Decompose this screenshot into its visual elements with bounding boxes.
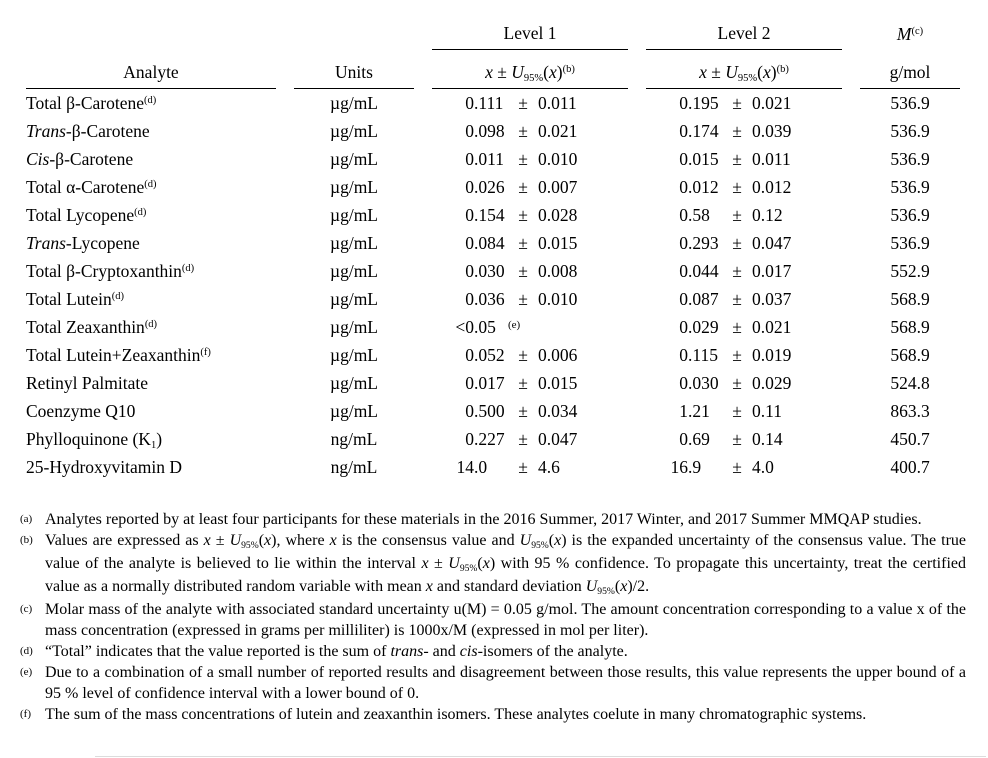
level1-value: [432, 173, 628, 201]
x-fraction: .036: [474, 288, 505, 309]
footnote-e: [20, 662, 966, 704]
units-value: µg/mL: [330, 120, 378, 141]
level2-value: [646, 425, 842, 453]
units-value: µg/mL: [330, 316, 378, 337]
level1-value: [432, 341, 628, 369]
level2-value: [646, 229, 842, 257]
level2-value: [646, 257, 842, 285]
analyte-name: Coenzyme Q10: [26, 400, 136, 421]
molar-mass-value: 536.9: [890, 120, 930, 141]
x-fraction: .227: [474, 428, 505, 449]
uncertainty-value: 4.6: [538, 456, 560, 477]
molar-mass-value: 536.9: [890, 232, 930, 253]
level2-formula-header: $x \pm U95\%(x)^{(b)}$: [646, 50, 842, 89]
x-fraction: .293: [688, 232, 719, 253]
uncertainty-value: 0.021: [752, 92, 792, 113]
x-fraction: .052: [474, 344, 505, 365]
units-header: Units: [294, 50, 414, 89]
level1-value: [432, 89, 628, 117]
analyte-name: Total Lycopene$^{(d)}$: [26, 204, 147, 225]
plus-minus-sign: ±: [732, 204, 742, 225]
uncertainty-value: 0.039: [752, 120, 792, 141]
units-value: µg/mL: [330, 176, 378, 197]
x-value: 0: [465, 260, 474, 281]
footnote-d: [20, 641, 966, 662]
level1-value: [432, 145, 628, 173]
scan-artifact-line: [95, 756, 986, 757]
x-fraction: .012: [688, 176, 719, 197]
uncertainty-value: 0.011: [752, 148, 791, 169]
x-fraction: .9: [688, 456, 702, 477]
x-value: 0: [465, 288, 474, 309]
x-value: 0: [465, 176, 474, 197]
x-value: 0: [679, 232, 688, 253]
value-footnote-marker: (e): [508, 318, 521, 331]
x-fraction: .154: [474, 204, 505, 225]
x-value: 1: [679, 400, 688, 421]
x-value: 0: [465, 92, 474, 113]
x-fraction: .0: [474, 456, 488, 477]
table-row: [26, 117, 960, 145]
level1-value: [432, 229, 628, 257]
uncertainty-value: 0.011: [538, 92, 577, 113]
plus-minus-sign: ±: [518, 232, 528, 253]
x-value: 0: [679, 344, 688, 365]
x-value: 16: [670, 456, 688, 477]
level1-value: [432, 453, 628, 481]
plus-minus-sign: ±: [518, 92, 528, 113]
x-value: 0: [465, 120, 474, 141]
footnote-text: “Total” indicates that the value reported is the sum of trans- and cis-isomers of the analyte.: [45, 643, 628, 660]
level2-value: [646, 313, 842, 341]
x-value: 0: [679, 120, 688, 141]
x-fraction: .115: [688, 344, 718, 365]
table-row: [26, 89, 960, 117]
uncertainty-value: 0.012: [752, 176, 792, 197]
uncertainty-value: 4.0: [752, 456, 774, 477]
header-spacer: [294, 12, 414, 50]
plus-minus-sign: ±: [732, 344, 742, 365]
uncertainty-value: 0.029: [752, 372, 792, 393]
molar-mass-value: 524.8: [890, 372, 930, 393]
x-value: 14: [456, 456, 474, 477]
x-fraction: .026: [474, 176, 505, 197]
molar-mass-value: 400.7: [890, 456, 930, 477]
plus-minus-sign: ±: [732, 316, 742, 337]
x-value: 0: [679, 316, 688, 337]
analyte-name: Total Lutein$^{(d)}$: [26, 288, 125, 309]
table-row: [26, 257, 960, 285]
units-value: µg/mL: [330, 288, 378, 309]
plus-minus-sign: ±: [732, 372, 742, 393]
table-row: [26, 397, 960, 425]
level2-value: [646, 285, 842, 313]
x-fraction: .087: [688, 288, 719, 309]
x-value: 0: [679, 204, 688, 225]
footnote-label: (d): [20, 645, 33, 657]
x-value: 0: [679, 148, 688, 169]
table-row: [26, 425, 960, 453]
molar-mass-value: 536.9: [890, 92, 930, 113]
plus-minus-sign: ±: [732, 260, 742, 281]
units-value: µg/mL: [330, 232, 378, 253]
level2-value: [646, 173, 842, 201]
uncertainty-value: 0.11: [752, 400, 782, 421]
uncertainty-value: 0.034: [538, 400, 578, 421]
x-fraction: .029: [688, 316, 719, 337]
uncertainty-value: 0.010: [538, 288, 578, 309]
level2-value: [646, 453, 842, 481]
level2-value: [646, 341, 842, 369]
footnote-text: Molar mass of the analyte with associated standard uncertainty u(M) = 0.05 g/mol. The amount concentration corresponding to a value x of the mass concentration (expressed in grams per milliliter) is 1000x/M (expressed in mol per liter).: [45, 601, 966, 639]
footnote-label: (a): [20, 513, 33, 525]
level1-value: [432, 285, 628, 313]
analyte-name: Retinyl Palmitate: [26, 372, 148, 393]
x-fraction: .195: [688, 92, 719, 113]
header-spacer: [26, 12, 276, 50]
x-value: 0: [465, 344, 474, 365]
table-row: [26, 173, 960, 201]
x-fraction: .030: [474, 260, 505, 281]
x-fraction: .174: [688, 120, 719, 141]
x-fraction: .017: [474, 372, 505, 393]
footnotes-section: [20, 509, 966, 725]
analyte-name: Total Zeaxanthin$^{(d)}$: [26, 316, 158, 337]
level1-value: [432, 257, 628, 285]
uncertainty-value: 0.008: [538, 260, 578, 281]
molar-mass-header: $M^{(c)}$: [896, 24, 924, 44]
x-fraction: .111: [474, 92, 504, 113]
analyte-name: Trans-Lycopene: [26, 232, 140, 253]
x-value: 0: [679, 176, 688, 197]
uncertainty-value: 0.019: [752, 344, 792, 365]
units-value: µg/mL: [330, 372, 378, 393]
uncertainty-value: 0.015: [538, 372, 578, 393]
molar-mass-value: 568.9: [890, 316, 930, 337]
level2-value: [646, 117, 842, 145]
footnote-text: Analytes reported by at least four participants for these materials in the 2016 Summer, 2017 Winter, and 2017 Summer MMQAP studies.: [45, 511, 922, 528]
x-fraction: .084: [474, 232, 505, 253]
units-value: µg/mL: [330, 92, 378, 113]
plus-minus-sign: ±: [732, 120, 742, 141]
uncertainty-value: 0.021: [752, 316, 792, 337]
level1-value: [432, 397, 628, 425]
footnote-label: (f): [20, 708, 31, 720]
level2-value: [646, 369, 842, 397]
plus-minus-sign: ±: [732, 92, 742, 113]
level1-value: [432, 313, 628, 341]
header-row-labels: [26, 50, 960, 89]
x-fraction: .69: [688, 428, 710, 449]
analyte-header: Analyte: [26, 50, 276, 89]
plus-minus-sign: ±: [732, 148, 742, 169]
plus-minus-sign: ±: [518, 204, 528, 225]
uncertainty-value: 0.010: [538, 148, 578, 169]
x-value: 0: [465, 400, 474, 421]
analyte-name: Total β-Carotene$^{(d)}$: [26, 92, 157, 113]
uncertainty-value: 0.047: [538, 428, 578, 449]
x-fraction: .011: [474, 148, 504, 169]
molar-mass-value: 568.9: [890, 344, 930, 365]
molar-mass-value: 863.3: [890, 400, 930, 421]
units-value: µg/mL: [330, 204, 378, 225]
plus-minus-sign: ±: [518, 344, 528, 365]
table-row: [26, 369, 960, 397]
x-fraction: .098: [474, 120, 505, 141]
molar-mass-units-header: g/mol: [860, 50, 960, 89]
analyte-name: Cis-β-Carotene: [26, 148, 134, 169]
plus-minus-sign: ±: [732, 428, 742, 449]
molar-mass-value: 568.9: [890, 288, 930, 309]
table-row: [26, 285, 960, 313]
level2-header: Level 2: [646, 12, 842, 50]
units-value: µg/mL: [330, 400, 378, 421]
level2-value: [646, 201, 842, 229]
x-value: 0: [465, 372, 474, 393]
header-row-levels: [26, 12, 960, 50]
molar-mass-value: 552.9: [890, 260, 930, 281]
plus-minus-sign: ±: [518, 456, 528, 477]
plus-minus-sign: ±: [518, 148, 528, 169]
uncertainty-value: 0.028: [538, 204, 578, 225]
level1-value: [432, 369, 628, 397]
x-fraction: .500: [474, 400, 505, 421]
level1-value: [432, 425, 628, 453]
plus-minus-sign: ±: [518, 428, 528, 449]
table-row: [26, 201, 960, 229]
plus-minus-sign: ±: [732, 232, 742, 253]
uncertainty-value: 0.007: [538, 176, 578, 197]
uncertainty-value: 0.017: [752, 260, 792, 281]
analyte-name: Total β-Cryptoxanthin$^{(d)}$: [26, 260, 195, 281]
molar-mass-value: 536.9: [890, 176, 930, 197]
table-row: [26, 313, 960, 341]
analyte-name: Phylloquinone (K1): [26, 428, 163, 451]
level1-formula-header: $x \pm U95\%(x)^{(b)}$: [432, 50, 628, 89]
footnote-label: (e): [20, 666, 33, 678]
plus-minus-sign: ±: [732, 400, 742, 421]
plus-minus-sign: ±: [518, 260, 528, 281]
molar-mass-value: 536.9: [890, 204, 930, 225]
level1-header: Level 1: [432, 12, 628, 50]
units-value: ng/mL: [330, 456, 378, 477]
uncertainty-value: 0.021: [538, 120, 578, 141]
footnote-a: [20, 509, 966, 530]
x-fraction: .05: [474, 316, 496, 337]
x-value: 0: [465, 428, 474, 449]
plus-minus-sign: ±: [518, 372, 528, 393]
footnote-c: [20, 599, 966, 641]
x-fraction: .044: [688, 260, 719, 281]
x-fraction: .015: [688, 148, 719, 169]
footnote-text: The sum of the mass concentrations of lutein and zeaxanthin isomers. These analytes coelute in many chromatographic systems.: [45, 706, 867, 723]
plus-minus-sign: ±: [732, 176, 742, 197]
analyte-name: Total Lutein+Zeaxanthin$^{(f)}$: [26, 344, 211, 365]
level1-value: [432, 201, 628, 229]
footnote-b: [20, 530, 966, 599]
footnote-label: (c): [20, 603, 33, 615]
table-row: [26, 145, 960, 173]
x-value: <0: [455, 316, 474, 337]
plus-minus-sign: ±: [518, 400, 528, 421]
level2-value: [646, 397, 842, 425]
molar-mass-value: 536.9: [890, 148, 930, 169]
footnote-label: (b): [20, 534, 33, 546]
x-value: 0: [679, 428, 688, 449]
x-value: 0: [679, 92, 688, 113]
units-value: µg/mL: [330, 148, 378, 169]
analyte-name: Total α-Carotene$^{(d)}$: [26, 176, 157, 197]
footnote-text: Due to a combination of a small number of reported results and disagreement between those results, this value represents the upper bound of a 95 % level of confidence interval with a lower bound of 0.: [45, 664, 966, 702]
x-fraction: .030: [688, 372, 719, 393]
level2-value: [646, 89, 842, 117]
level2-value: [646, 145, 842, 173]
table-row: [26, 229, 960, 257]
x-value: 0: [679, 372, 688, 393]
analyte-name: 25-Hydroxyvitamin D: [26, 456, 183, 477]
analyte-name: Trans-β-Carotene: [26, 120, 150, 141]
footnote-text: Values are expressed as x ± U95%(x), where x is the consensus value and U95%(x) is the expanded uncertainty of the consensus value. The true value of the analyte is believed to lie within the interval x ± U95%(x) with 95 % confidence. To propagate this uncertainty, treat the certified value as a normally distributed random variable with mean x and standard deviation U95%(x)/2.: [45, 532, 967, 597]
plus-minus-sign: ±: [518, 288, 528, 309]
uncertainty-value: 0.037: [752, 288, 792, 309]
uncertainty-value: 0.12: [752, 204, 783, 225]
units-value: µg/mL: [330, 260, 378, 281]
x-value: 0: [465, 204, 474, 225]
x-value: 0: [679, 260, 688, 281]
x-fraction: .58: [688, 204, 710, 225]
molar-mass-value: 450.7: [890, 428, 930, 449]
x-value: 0: [679, 288, 688, 309]
plus-minus-sign: ±: [518, 120, 528, 141]
plus-minus-sign: ±: [732, 456, 742, 477]
uncertainty-value: 0.047: [752, 232, 792, 253]
x-fraction: .21: [688, 400, 710, 421]
analyte-results-table: [8, 12, 978, 481]
units-value: ng/mL: [330, 428, 378, 449]
uncertainty-value: 0.14: [752, 428, 783, 449]
table-row: [26, 341, 960, 369]
plus-minus-sign: ±: [518, 176, 528, 197]
plus-minus-sign: ±: [732, 288, 742, 309]
x-value: 0: [465, 148, 474, 169]
units-value: µg/mL: [330, 344, 378, 365]
x-value: 0: [465, 232, 474, 253]
footnote-f: [20, 704, 966, 725]
level1-value: [432, 117, 628, 145]
uncertainty-value: 0.006: [538, 344, 578, 365]
table-row: [26, 453, 960, 481]
uncertainty-value: 0.015: [538, 232, 578, 253]
